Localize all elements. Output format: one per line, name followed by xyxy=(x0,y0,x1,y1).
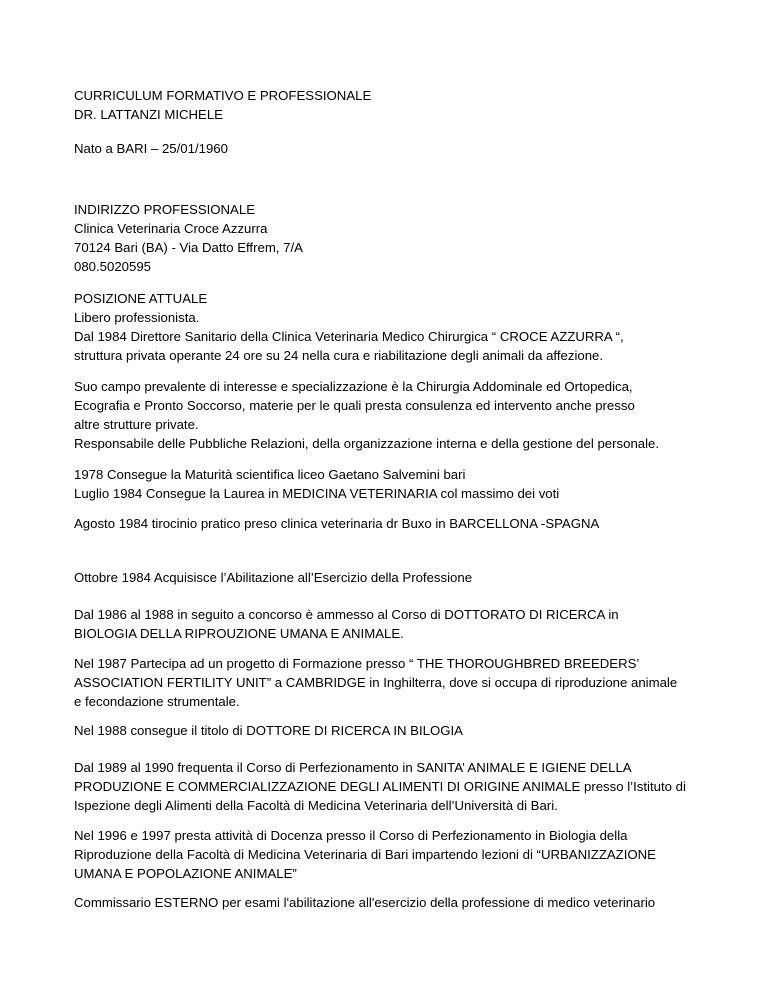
position-line: Dal 1984 Direttore Sanitario della Clinica Veterinaria Medico Chirurgica “ CROCE AZZURRA “, xyxy=(74,329,624,344)
teaching-line: Nel 1996 e 1997 presta attività di Docenza presso il Corso di Perfezionamento in Biologia della xyxy=(74,828,628,843)
cambridge-line: ASSOCIATION FERTILITY UNIT” a CAMBRIDGE in Inghilterra, dove si occupa di riproduzione animale xyxy=(74,675,678,690)
education-block xyxy=(74,465,714,503)
teaching-line: Riproduzione della Facoltà di Medicina Veterinaria di Bari impartendo lezioni di “URBANIZZAZIONE xyxy=(74,847,656,862)
doctorate-course-line: BIOLOGIA DELLA RIPROUZIONE UMANA E ANIMALE. xyxy=(74,626,404,641)
position-heading: POSIZIONE ATTUALE xyxy=(74,291,208,306)
specialization-line: Responsabile delle Pubbliche Relazioni, della organizzazione interna e della gestione del personale. xyxy=(74,436,660,451)
address-block xyxy=(74,200,714,276)
clinic-name: Clinica Veterinaria Croce Azzurra xyxy=(74,221,268,236)
perfezionamento-line: Dal 1989 al 1990 frequenta il Corso di Perfezionamento in SANITA’ ANIMALE E IGIENE DELLA xyxy=(74,760,632,775)
specialization-line: Ecografia e Pronto Soccorso, materie per le quali presta consulenza ed intervento anche presso xyxy=(74,398,635,413)
perfezionamento-line: PRODUZIONE E COMMERCIALIZZAZIONE DEGLI ALIMENTI DI ORIGINE ANIMALE presso l’Istituto di xyxy=(74,779,686,794)
cambridge-line: e fecondazione strumentale. xyxy=(74,694,240,709)
education-line: Luglio 1984 Consegue la Laurea in MEDICINA VETERINARIA col massimo dei voti xyxy=(74,486,560,501)
address-heading: INDIRIZZO PROFESSIONALE xyxy=(74,202,255,217)
cambridge-block xyxy=(74,654,714,711)
license-block xyxy=(74,568,714,587)
internship-line: Agosto 1984 tirocinio pratico preso clinica veterinaria dr Buxo in BARCELLONA -SPAGNA xyxy=(74,516,600,531)
position-line: struttura privata operante 24 ore su 24 nella cura e riabilitazione degli animali da affezione. xyxy=(74,348,604,363)
specialization-line: Suo campo prevalente di interesse e specializzazione è la Chirurgia Addominale ed Ortopedica, xyxy=(74,379,633,394)
position-line: Libero professionista. xyxy=(74,310,200,325)
heading-block xyxy=(74,86,714,124)
clinic-address: 70124 Bari (BA) - Via Datto Effrem, 7/A xyxy=(74,240,303,255)
position-block xyxy=(74,289,714,365)
cambridge-line: Nel 1987 Partecipa ad un progetto di Formazione presso “ THE THOROUGHBRED BREEDERS’ xyxy=(74,656,640,671)
clinic-phone: 080.5020595 xyxy=(74,259,152,274)
commissioner-line: Commissario ESTERNO per esami l'abilitazione all'esercizio della professione di medico veterinario xyxy=(74,895,656,910)
specialization-block xyxy=(74,377,714,453)
birth-block xyxy=(74,139,714,158)
teaching-block xyxy=(74,826,714,883)
perfezionamento-block xyxy=(74,758,714,815)
license-line: Ottobre 1984 Acquisisce l’Abilitazione all’Esercizio della Professione xyxy=(74,570,473,585)
specialization-line: altre strutture private. xyxy=(74,417,199,432)
doctorate-title-block xyxy=(74,721,714,740)
doctorate-course-line: Dal 1986 al 1988 in seguito a concorso è ammesso al Corso di DOTTORATO DI RICERCA in xyxy=(74,607,619,622)
commissioner-block xyxy=(74,893,714,912)
education-line: 1978 Consegue la Maturità scientifica liceo Gaetano Salvemini bari xyxy=(74,467,466,482)
document-title: CURRICULUM FORMATIVO E PROFESSIONALE xyxy=(74,88,372,103)
doctor-name: DR. LATTANZI MICHELE xyxy=(74,107,223,122)
doctorate-title-line: Nel 1988 consegue il titolo di DOTTORE DI RICERCA IN BILOGIA xyxy=(74,723,463,738)
birth-info: Nato a BARI – 25/01/1960 xyxy=(74,141,228,156)
perfezionamento-line: Ispezione degli Alimenti della Facoltà di Medicina Veterinaria dell’Università di Bari. xyxy=(74,798,558,813)
internship-block xyxy=(74,514,714,533)
doctorate-course-block xyxy=(74,605,714,643)
teaching-line: UMANA E POPOLAZIONE ANIMALE” xyxy=(74,866,297,881)
